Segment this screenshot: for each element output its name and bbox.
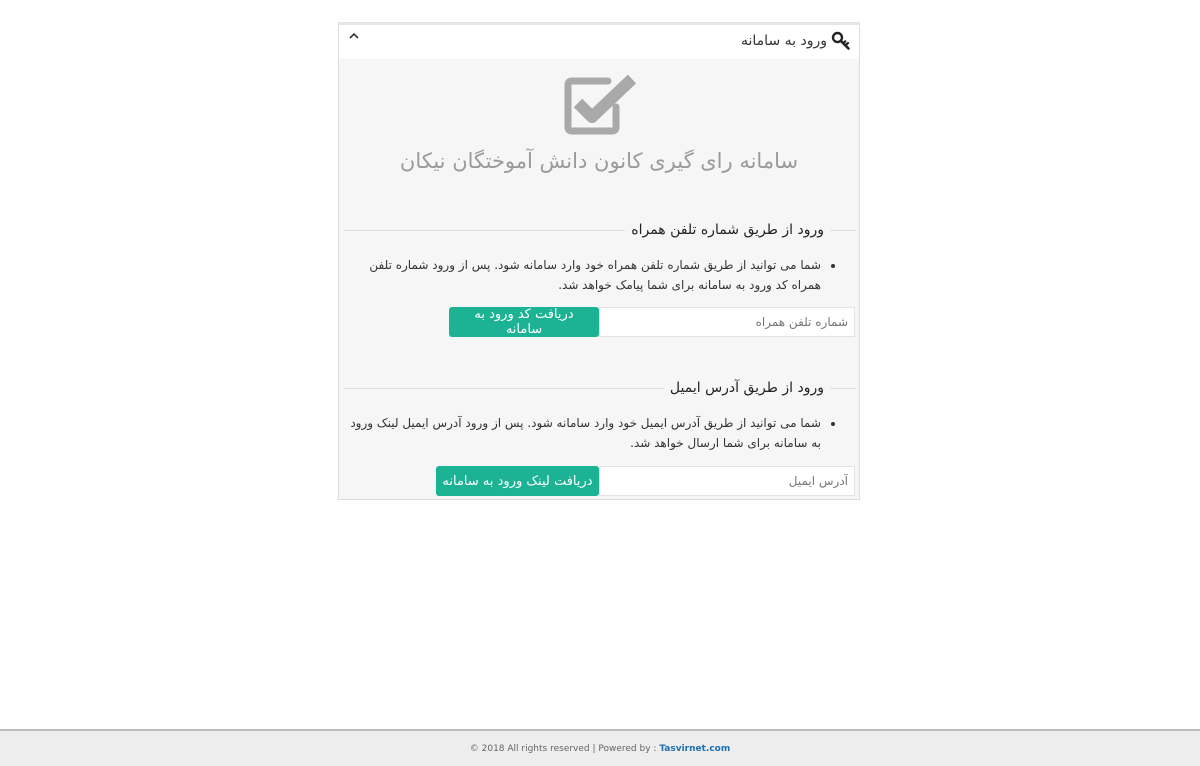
phone-input-row [435,307,855,337]
footer-link[interactable]: Tasvirnet.com [659,744,731,754]
phone-section-description [345,255,837,295]
email-input-row [435,466,855,496]
panel-title: ورود به سامانه [741,33,827,49]
footer [0,729,1200,766]
email-section-title: ورود از طریق آدرس ایمیل [664,378,830,398]
email-section-legend [344,378,856,398]
phone-section-legend [344,220,856,240]
key-icon [831,31,851,51]
panel-header [339,25,859,59]
chevron-up-icon[interactable] [347,29,361,43]
get-login-code-button[interactable]: دریافت کد ورود به سامانه [449,307,599,337]
email-description-text: • شما می توانید از طریق آدرس ایمیل خود وارد سامانه شود. پس از ورود آدرس ایمیل لینک ورود به سامانه برای شما ارسال خواهد شد. [345,413,821,453]
phone-number-input[interactable] [599,307,855,337]
phone-section-title: ورود از طریق شماره تلفن همراه [625,220,830,240]
email-section-description [345,413,837,453]
system-title: سامانه رای گیری کانون دانش آموختگان نیکان [399,149,799,173]
email-input[interactable] [599,466,855,496]
panel-title-wrap [741,31,851,51]
footer-copyright: © 2018 All rights reserved | Powered by : [469,744,660,754]
login-panel [338,22,860,500]
phone-description-text: • شما می توانید از طریق شماره تلفن همراه خود وارد سامانه شود. پس از ورود شماره تلفن همراه کد ورود به سامانه برای شما پیامک خواهد شد. [345,255,821,295]
get-login-link-button[interactable]: دریافت لینک ورود به سامانه [436,466,599,496]
checkbox-checked-icon [560,69,640,141]
